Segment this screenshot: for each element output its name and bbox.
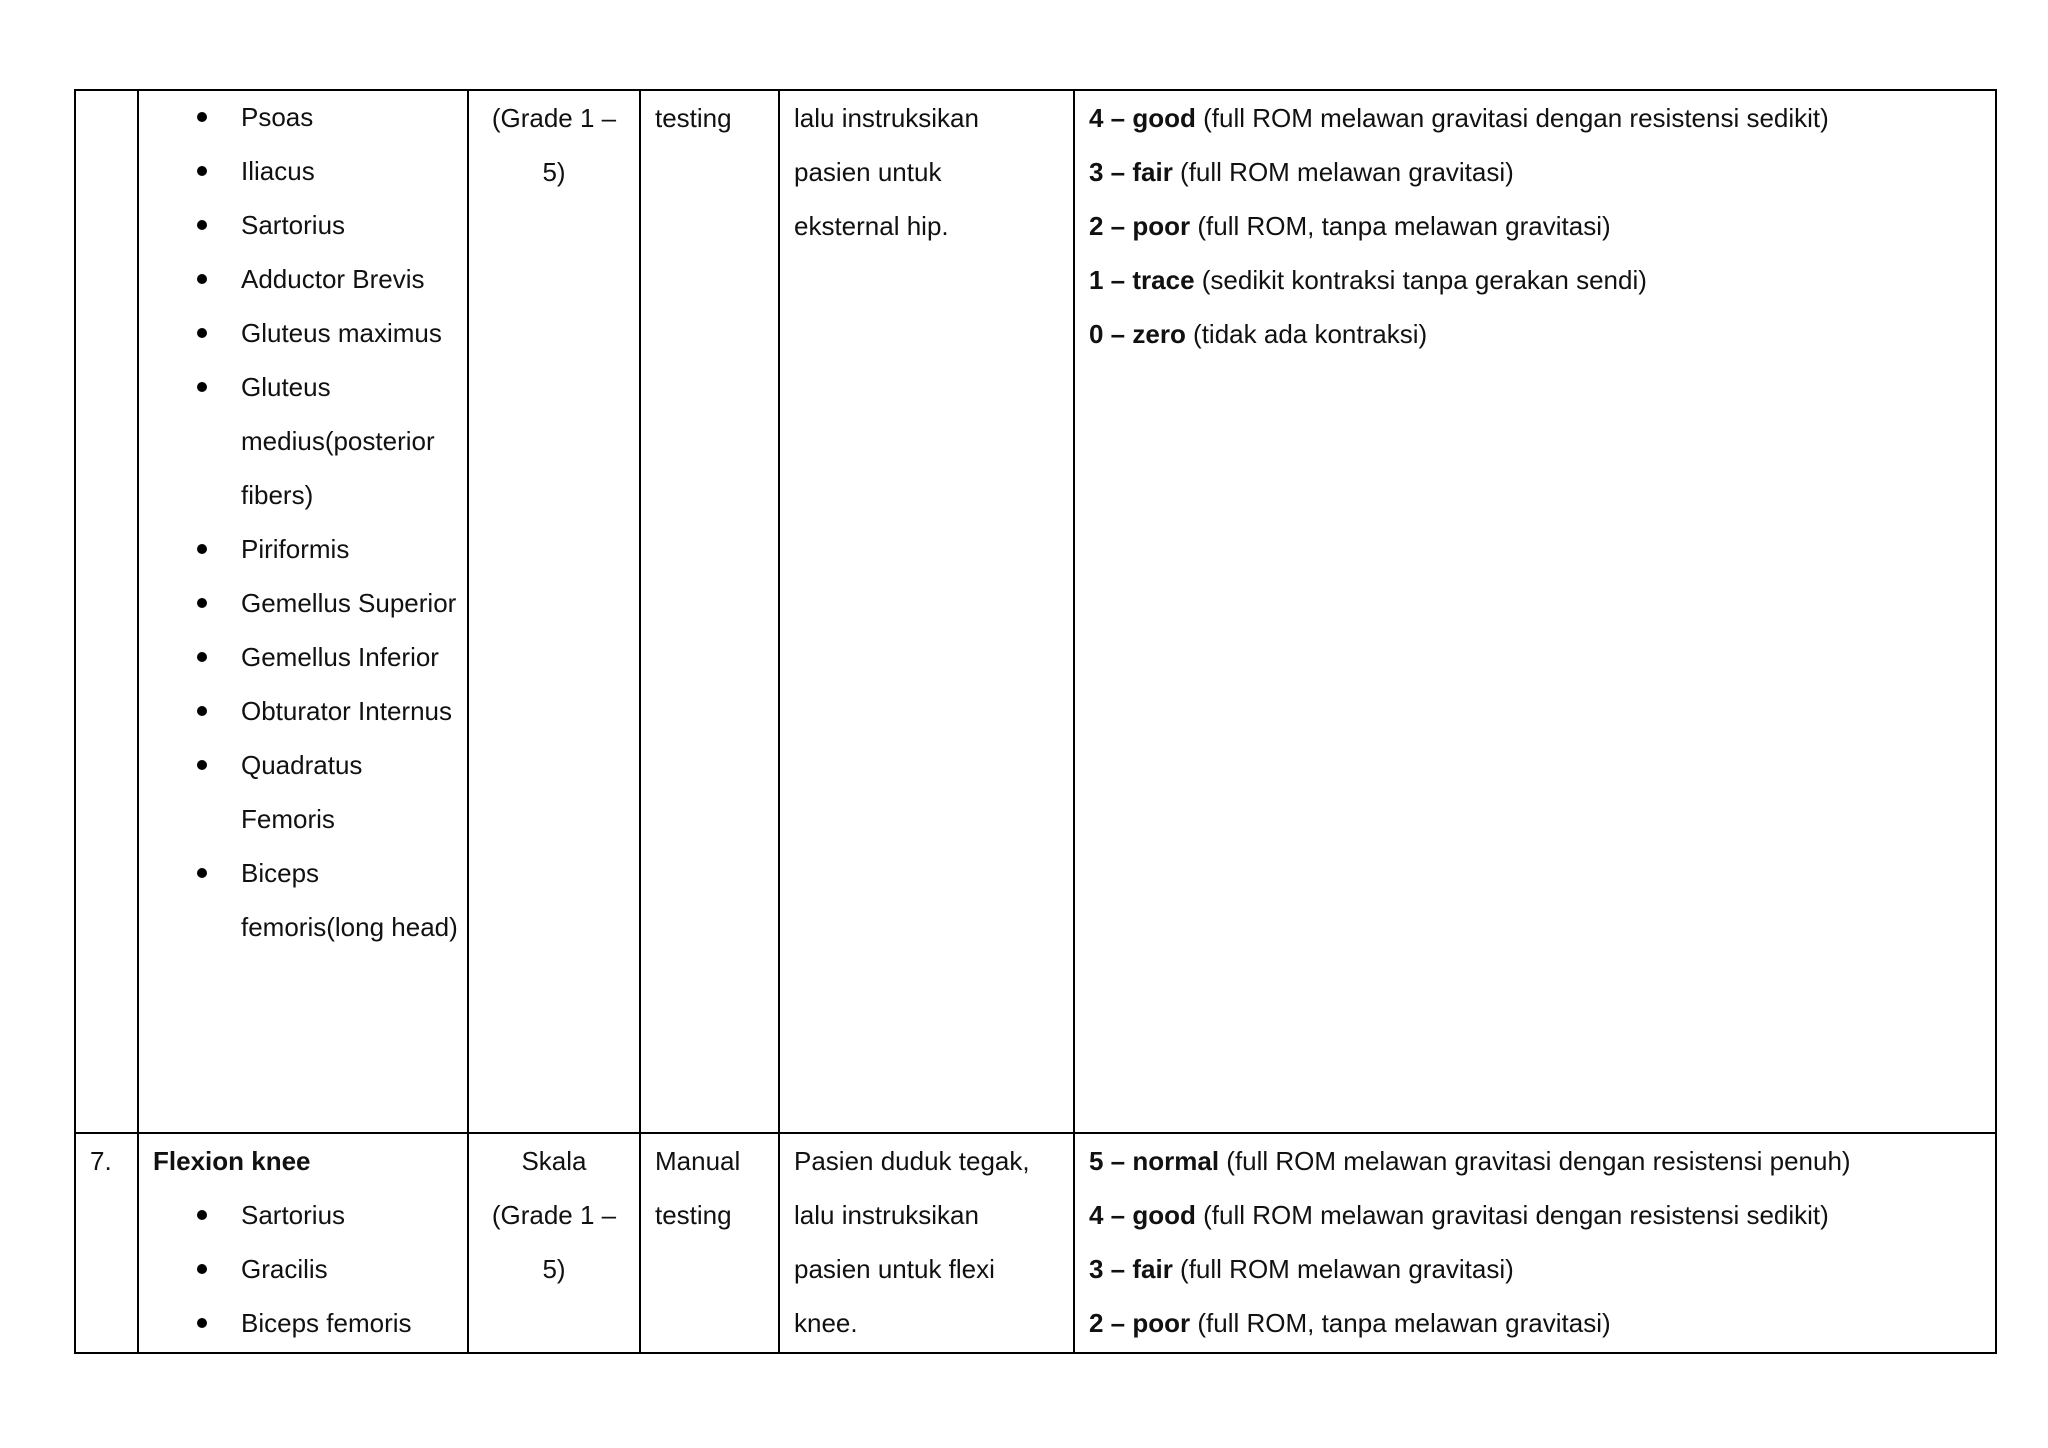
grade-label: 0 – zero (1089, 319, 1186, 349)
list-item: Obturator Internus (153, 684, 467, 738)
criteria-line (1089, 199, 1995, 253)
table-row (75, 1133, 1996, 1353)
bullet-icon (197, 382, 207, 392)
bullet-icon (197, 274, 207, 284)
scale-cell (468, 90, 640, 1133)
grade-description: (full ROM melawan gravitasi) (1172, 157, 1514, 187)
scale-line: Skala (521, 1146, 587, 1176)
table-row (75, 90, 1996, 1133)
grade-label: 4 – good (1089, 103, 1196, 133)
grade-description: (full ROM melawan gravitasi dengan resistensi sedikit) (1195, 103, 1829, 133)
grade-description: (sedikit kontraksi tanpa gerakan sendi) (1194, 265, 1647, 295)
criteria-line (1089, 307, 1995, 361)
procedure-cell (779, 90, 1074, 1133)
method-line: testing (655, 103, 732, 133)
list-item: Psoas (153, 90, 467, 144)
criteria-cell (1074, 1133, 1996, 1353)
bullet-icon (197, 328, 207, 338)
bullet-icon (197, 166, 207, 176)
procedure-line: knee. (794, 1308, 858, 1338)
bullet-icon (197, 1264, 207, 1274)
grade-description: (full ROM melawan gravitasi dengan resistensi sedikit) (1195, 1200, 1829, 1230)
criteria-cell (1074, 90, 1996, 1133)
grade-description: (tidak ada kontraksi) (1185, 319, 1428, 349)
list-item: Gluteus maximus (153, 306, 467, 360)
grade-description: (full ROM, tanpa melawan gravitasi) (1190, 1308, 1611, 1338)
procedure-cell (779, 1133, 1074, 1353)
scale-cell (468, 1133, 640, 1353)
bullet-icon (197, 868, 207, 878)
list-item: Gracilis (153, 1242, 467, 1296)
row-number: 7. (90, 1146, 112, 1176)
scale-line: (Grade 1 – (491, 103, 617, 133)
list-item: Gluteus medius(posterior fibers) (153, 360, 467, 522)
grade-description: (full ROM melawan gravitasi) (1172, 1254, 1514, 1284)
bullet-icon (197, 220, 207, 230)
procedure-line: pasien untuk flexi (794, 1254, 995, 1284)
method-line: testing (655, 1200, 732, 1230)
row-number-cell (75, 1133, 138, 1353)
scale-line: 5) (542, 1254, 566, 1284)
list-item: Adductor Brevis (153, 252, 467, 306)
scale-line: 5) (542, 157, 566, 187)
grade-label: 4 – good (1089, 1200, 1196, 1230)
grade-description: (full ROM melawan gravitasi dengan resistensi penuh) (1219, 1146, 1851, 1176)
method-cell (640, 1133, 779, 1353)
procedure-line: Pasien duduk tegak, (794, 1146, 1030, 1176)
procedure-line: lalu instruksikan (794, 103, 979, 133)
list-item: Piriformis (153, 522, 467, 576)
bullet-icon (197, 112, 207, 122)
muscle-list (153, 90, 467, 954)
list-item: Quadratus Femoris (153, 738, 467, 846)
grade-label: 2 – poor (1089, 211, 1191, 241)
list-item: Biceps femoris (153, 1296, 467, 1350)
grade-label: 3 – fair (1089, 1254, 1173, 1284)
criteria-line (1089, 1134, 1995, 1188)
criteria-line (1089, 1242, 1995, 1296)
list-item: Iliacus (153, 144, 467, 198)
procedure-line: lalu instruksikan (794, 1200, 979, 1230)
movement-heading: Flexion knee (153, 1146, 311, 1176)
bullet-icon (197, 706, 207, 716)
criteria-line (1089, 1188, 1995, 1242)
criteria-line (1089, 253, 1995, 307)
list-item: Biceps femoris(long head) (153, 846, 467, 954)
bullet-icon (197, 1318, 207, 1328)
list-item: Gemellus Inferior (153, 630, 467, 684)
bullet-icon (197, 544, 207, 554)
criteria-line (1089, 91, 1995, 145)
method-cell (640, 90, 779, 1133)
grade-label: 3 – fair (1089, 157, 1173, 187)
grade-label: 2 – poor (1089, 1308, 1191, 1338)
list-item: Sartorius (153, 198, 467, 252)
grade-label: 1 – trace (1089, 265, 1195, 295)
muscle-test-table (74, 89, 1997, 1354)
grade-label: 5 – normal (1089, 1146, 1220, 1176)
row-number-cell (75, 90, 138, 1133)
muscle-cell (138, 1133, 468, 1353)
scale-line: (Grade 1 – (491, 1200, 617, 1230)
bullet-icon (197, 598, 207, 608)
bullet-icon (197, 760, 207, 770)
muscle-cell (138, 90, 468, 1133)
criteria-line (1089, 1296, 1995, 1350)
procedure-line: pasien untuk (794, 157, 942, 187)
list-item: Gemellus Superior (153, 576, 467, 630)
bullet-icon (197, 652, 207, 662)
list-item: Sartorius (153, 1188, 467, 1242)
criteria-line (1089, 145, 1995, 199)
bullet-icon (197, 1210, 207, 1220)
procedure-line: eksternal hip. (794, 211, 949, 241)
method-line: Manual (655, 1146, 741, 1176)
grade-description: (full ROM, tanpa melawan gravitasi) (1190, 211, 1611, 241)
muscle-list (153, 1188, 467, 1350)
